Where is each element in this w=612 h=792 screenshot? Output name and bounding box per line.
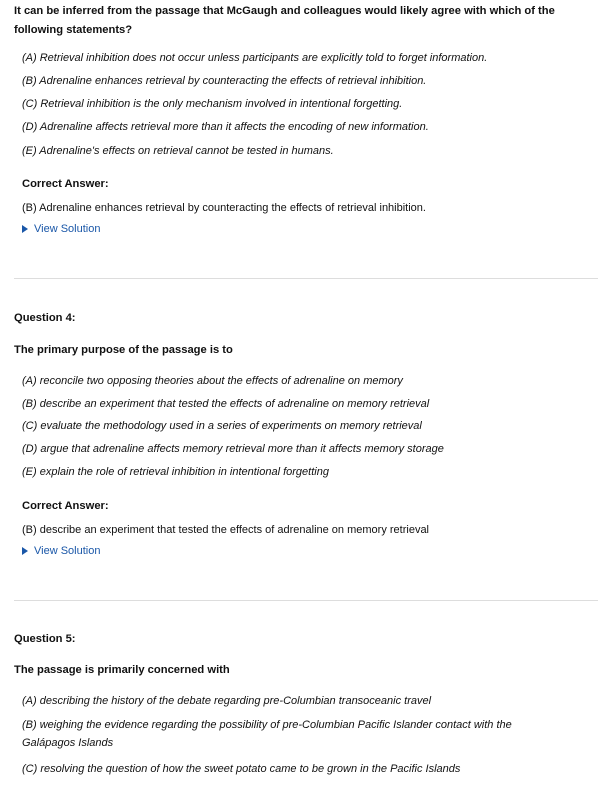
- q4-option-e: (E) explain the role of retrieval inhibition in intentional forgetting: [22, 466, 329, 478]
- q5-label: Question 5:: [14, 633, 76, 645]
- q4-option-c: (C) evaluate the methodology used in a series of experiments on memory retrieval: [22, 420, 422, 432]
- q3-view-solution-label: View Solution: [34, 223, 101, 235]
- q4-stem: The primary purpose of the passage is to: [14, 344, 233, 356]
- q5-option-c: (C) resolving the question of how the sweet potato came to be grown in the Pacific Islands: [22, 763, 461, 775]
- q3-correct-answer: (B) Adrenaline enhances retrieval by counteracting the effects of retrieval inhibition.: [22, 202, 426, 214]
- disclosure-triangle-icon: [22, 547, 28, 555]
- q4-correct-answer-label: Correct Answer:: [22, 500, 109, 512]
- q3-option-b: (B) Adrenaline enhances retrieval by counteracting the effects of retrieval inhibition.: [22, 75, 427, 87]
- q3-stem: It can be inferred from the passage that McGaugh and colleagues would likely agree with which of the following statements?: [14, 5, 555, 36]
- q4-label: Question 4:: [14, 312, 76, 324]
- q4-option-a: (A) reconcile two opposing theories about the effects of adrenaline on memory: [22, 375, 403, 387]
- q4-correct-answer: (B) describe an experiment that tested the effects of adrenaline on memory retrieval: [22, 524, 430, 536]
- divider: [14, 600, 598, 601]
- disclosure-triangle-icon: [22, 225, 28, 233]
- q5-stem: The passage is primarily concerned with: [14, 664, 230, 676]
- q3-option-a: (A) Retrieval inhibition does not occur unless participants are explicitly told to forget information.: [22, 52, 488, 64]
- q5-option-b: (B) weighing the evidence regarding the possibility of pre-Columbian Pacific Islander contact with the Galápagos Islands: [22, 719, 512, 749]
- q4-view-solution-label: View Solution: [34, 545, 101, 557]
- q3-option-d: (D) Adrenaline affects retrieval more than it affects the encoding of new information.: [22, 121, 429, 133]
- q3-view-solution[interactable]: [22, 223, 100, 235]
- q4-view-solution[interactable]: [22, 545, 100, 557]
- q5-option-a: (A) describing the history of the debate regarding pre-Columbian transoceanic travel: [22, 695, 432, 707]
- q3-option-e: (E) Adrenaline's effects on retrieval cannot be tested in humans.: [22, 145, 334, 157]
- q4-option-d: (D) argue that adrenaline affects memory retrieval more than it affects memory storage: [22, 443, 444, 455]
- divider: [14, 278, 598, 279]
- q3-option-c: (C) Retrieval inhibition is the only mechanism involved in intentional forgetting.: [22, 98, 403, 110]
- q4-option-b: (B) describe an experiment that tested the effects of adrenaline on memory retrieval: [22, 398, 430, 410]
- q3-correct-answer-label: Correct Answer:: [22, 178, 109, 190]
